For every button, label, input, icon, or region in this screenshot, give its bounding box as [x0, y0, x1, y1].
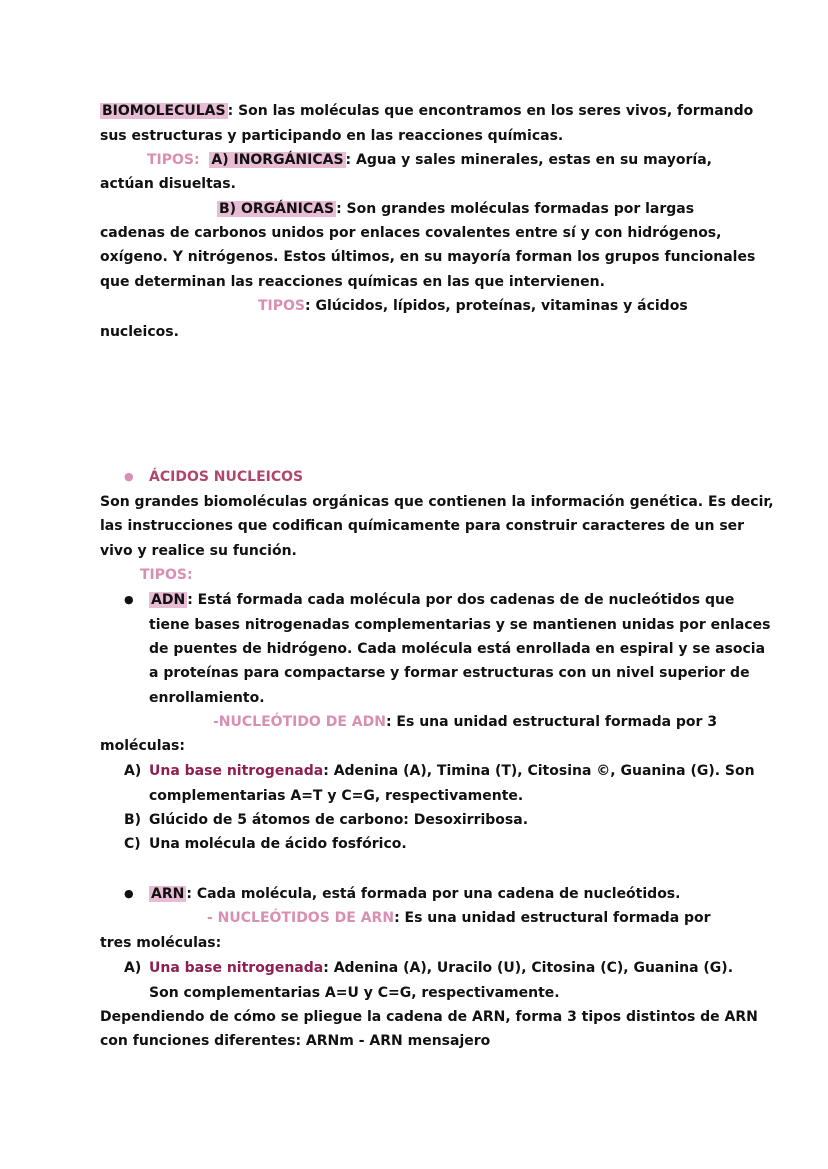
organicas-line: B) ORGÁNICAS : Son grandes moléculas formadas por largas: [219, 201, 695, 217]
paragraph-line: a proteínas para compactarse y formar estructuras con un nivel superior de: [149, 665, 750, 681]
inorganicas-term: A) INORGÁNICAS: [211, 152, 344, 168]
tipos-label: TIPOS:: [140, 567, 193, 583]
inorganicas-line: TIPOS: A) INORGÁNICAS : Agua y sales minerales, estas en su mayoría,: [147, 152, 712, 168]
bullet-icon: ●: [124, 593, 134, 606]
paragraph-line: sus estructuras y participando en las reacciones químicas.: [100, 128, 564, 144]
list-label: C): [124, 836, 141, 852]
list-item: Glúcido de 5 átomos de carbono: Desoxirribosa.: [149, 812, 529, 828]
base-nitrogenada-term: Una base nitrogenada: [149, 763, 324, 779]
biomoleculas-definition: BIOMOLECULAS : Son las moléculas que encontramos en los seres vivos, formando: [102, 103, 754, 119]
nucleotidos-arn-line: - NUCLEÓTIDOS DE ARN: Es una unidad estructural formada por: [207, 910, 711, 926]
paragraph-line: las instrucciones que codifican químicamente para construir caracteres de un ser: [100, 518, 745, 534]
paragraph-line: de puentes de hidrógeno. Cada molécula está enrollada en espiral y se asocia: [149, 641, 766, 657]
nucleotido-adn-label: -NUCLEÓTIDO DE ADN: [213, 714, 386, 730]
nucleotido-adn-line: -NUCLEÓTIDO DE ADN: Es una unidad estructural formada por 3: [213, 714, 718, 730]
paragraph-line: tiene bases nitrogenadas complementarias y se mantienen unidas por enlaces: [149, 617, 771, 633]
list-label: A): [124, 960, 142, 976]
paragraph-line: moléculas:: [100, 738, 185, 754]
acidos-nucleicos-heading: ÁCIDOS NUCLEICOS: [149, 469, 304, 485]
list-item: Una molécula de ácido fosfórico.: [149, 836, 407, 852]
tipos-label: TIPOS: [147, 152, 195, 168]
list-item: Una base nitrogenada: Adenina (A), Uracilo (U), Citosina (C), Guanina (G).: [149, 960, 734, 976]
paragraph-line: tres moléculas:: [100, 935, 222, 951]
tipos-label: TIPOS: [258, 298, 306, 314]
bullet-icon: ●: [124, 887, 134, 900]
paragraph-line: Dependiendo de cómo se pliegue la cadena de ARN, forma 3 tipos distintos de ARN: [100, 1009, 758, 1025]
tipos-organicas-line: TIPOS: Glúcidos, lípidos, proteínas, vitaminas y ácidos: [258, 298, 688, 314]
arn-line: ARN : Cada molécula, está formada por una cadena de nucleótidos.: [151, 886, 681, 902]
paragraph-line: cadenas de carbonos unidos por enlaces covalentes entre sí y con hidrógenos,: [100, 225, 722, 241]
paragraph-line: complementarias A=T y C=G, respectivamente.: [149, 788, 524, 804]
bullet-icon: ●: [124, 470, 134, 483]
list-label: A): [124, 763, 142, 779]
adn-line: ADN : Está formada cada molécula por dos cadenas de de nucleótidos que: [151, 592, 735, 608]
paragraph-line: Son grandes biomoléculas orgánicas que contienen la información genética. Es decir,: [100, 494, 774, 510]
adn-term: ADN: [151, 592, 186, 608]
organicas-term: B) ORGÁNICAS: [219, 201, 335, 217]
nucleotidos-arn-label: - NUCLEÓTIDOS DE ARN: [207, 910, 395, 926]
paragraph-line: actúan disueltas.: [100, 176, 236, 192]
paragraph-line: enrollamiento.: [149, 690, 265, 706]
biomoleculas-term: BIOMOLECULAS: [102, 103, 226, 119]
paragraph-line: vivo y realice su función.: [100, 543, 297, 559]
paragraph-line: oxígeno. Y nitrógenos. Estos últimos, en su mayoría forman los grupos funcionales: [100, 249, 756, 265]
list-item: Una base nitrogenada: Adenina (A), Timina (T), Citosina ©, Guanina (G). Son: [149, 763, 755, 779]
paragraph-line: nucleicos.: [100, 324, 179, 340]
arn-term: ARN: [151, 886, 185, 902]
list-label: B): [124, 812, 142, 828]
base-nitrogenada-term: Una base nitrogenada: [149, 960, 324, 976]
paragraph-line: Son complementarias A=U y C=G, respectivamente.: [149, 985, 560, 1001]
paragraph-line: que determinan las reacciones químicas en las que intervienen.: [100, 274, 605, 290]
paragraph-line: con funciones diferentes: ARNm - ARN mensajero: [100, 1033, 491, 1049]
